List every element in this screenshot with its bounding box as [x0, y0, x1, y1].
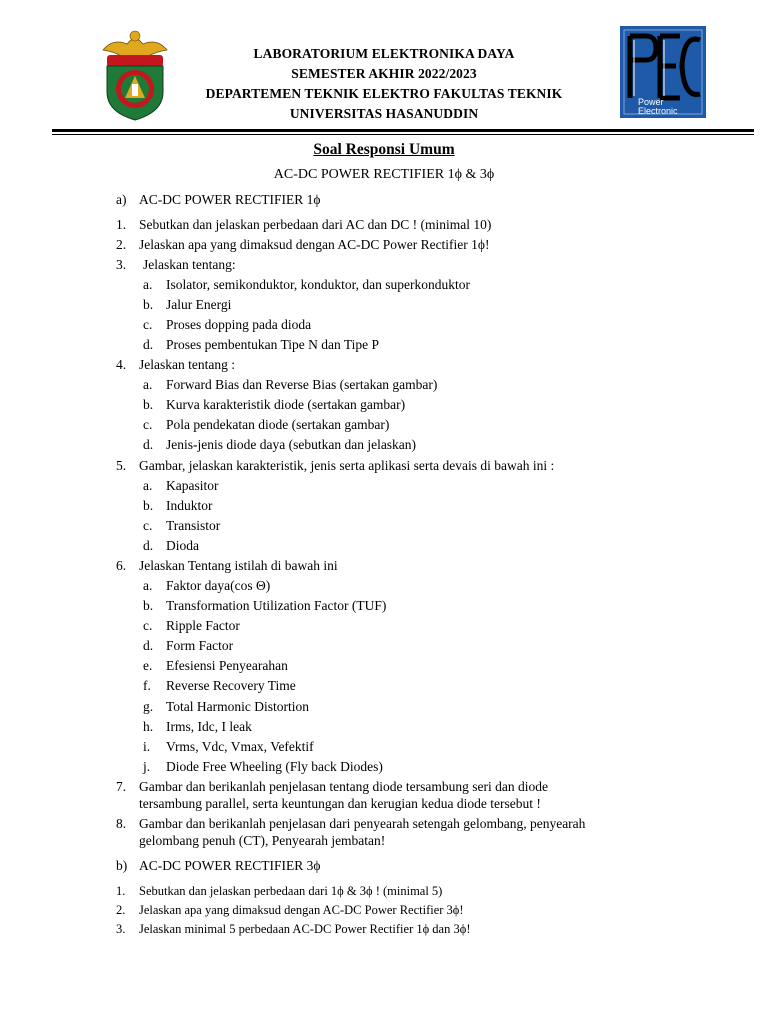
sub-item-text: Transistor: [166, 518, 221, 533]
question-number: 4.: [116, 357, 127, 372]
sub-item-marker: a.: [143, 578, 153, 593]
sub-item-marker: c.: [143, 317, 153, 332]
sub-item-marker: f.: [143, 678, 151, 693]
sub-item-text: Jenis-jenis diode daya (sebutkan dan jelaskan): [166, 437, 417, 452]
question-text: Jelaskan tentang :: [139, 357, 235, 372]
sub-item-text: Pola pendekatan diode (sertakan gambar): [166, 417, 390, 432]
header-divider-thin: [52, 134, 754, 135]
institution-header: [180, 44, 588, 124]
sub-item-marker: b.: [143, 397, 154, 412]
section-a-heading: AC-DC POWER RECTIFIER 1ϕ: [139, 192, 321, 207]
question-text: Gambar, jelaskan karakteristik, jenis serta aplikasi serta devais di bawah ini :: [139, 458, 555, 473]
sub-item-marker: g.: [143, 699, 154, 714]
header-line-department: DEPARTEMEN TEKNIK ELEKTRO FAKULTAS TEKNIK: [205, 86, 563, 101]
sub-item-marker: d.: [143, 337, 154, 352]
question-text-line1: Gambar dan berikanlah penjelasan tentang diode tersambung seri dan diode: [139, 779, 548, 794]
question-text: Jelaskan apa yang dimaksud dengan AC-DC Power Rectifier 1ϕ!: [139, 237, 490, 252]
sub-item-marker: c.: [143, 518, 153, 533]
question-number: 2.: [116, 237, 127, 252]
sub-item-text: Irms, Idc, I leak: [166, 719, 252, 734]
sub-item-text: Dioda: [166, 538, 199, 553]
power-electronic-logo: [620, 26, 706, 118]
sub-item-marker: i.: [143, 739, 151, 754]
sub-item-text: Proses pembentukan Tipe N dan Tipe P: [166, 337, 380, 352]
question-number: 1.: [116, 884, 126, 898]
logo-text-power: Power: [638, 97, 664, 107]
sub-item-text: Jalur Energi: [166, 297, 232, 312]
sub-item-text: Ripple Factor: [166, 618, 240, 633]
sub-item-text: Transformation Utilization Factor (TUF): [166, 598, 387, 613]
sub-item-marker: a.: [143, 478, 153, 493]
sub-item-marker: d.: [143, 538, 154, 553]
question-text-line2: gelombang penuh (CT), Penyearah jembatan!: [139, 833, 386, 848]
header-line-lab: LABORATORIUM ELEKTRONIKA DAYA: [253, 46, 515, 61]
header-line-university: UNIVERSITAS HASANUDDIN: [289, 106, 479, 121]
sub-item-marker: b.: [143, 297, 154, 312]
sub-item-text: Kapasitor: [166, 478, 219, 493]
sub-item-marker: c.: [143, 618, 153, 633]
question-text: Jelaskan minimal 5 perbedaan AC-DC Power Rectifier 1ϕ dan 3ϕ!: [139, 922, 471, 936]
header-line-semester: SEMESTER AKHIR 2022/2023: [291, 66, 477, 81]
question-number: 8.: [116, 816, 127, 831]
question-text: Jelaskan tentang:: [143, 257, 236, 272]
sub-item-marker: h.: [143, 719, 154, 734]
question-number: 7.: [116, 779, 127, 794]
sub-item-text: Kurva karakteristik diode (sertakan gambar): [166, 397, 406, 412]
sub-item-text: Vrms, Vdc, Vmax, Vefektif: [166, 739, 314, 754]
question-number: 3.: [116, 257, 127, 272]
document-title: Soal Responsi Umum: [313, 141, 455, 158]
sub-item-marker: a.: [143, 377, 153, 392]
sub-item-text: Induktor: [166, 498, 213, 513]
question-number: 3.: [116, 922, 126, 936]
sub-item-text: Faktor daya(cos Θ): [166, 578, 271, 593]
sub-item-text: Diode Free Wheeling (Fly back Diodes): [166, 759, 383, 774]
section-a-marker: a): [116, 192, 127, 207]
sub-item-marker: b.: [143, 598, 154, 613]
sub-item-marker: a.: [143, 277, 153, 292]
sub-item-text: Isolator, semikonduktor, konduktor, dan superkonduktor: [166, 277, 470, 292]
question-number: 1.: [116, 217, 127, 232]
header-divider-thick: [52, 129, 754, 132]
question-text: Jelaskan apa yang dimaksud dengan AC-DC Power Rectifier 3ϕ!: [139, 903, 464, 917]
sub-item-text: Forward Bias dan Reverse Bias (sertakan gambar): [166, 377, 438, 392]
question-text: Sebutkan dan jelaskan perbedaan dari AC dan DC ! (minimal 10): [139, 217, 492, 232]
logo-text-electronic: Electronic: [638, 106, 678, 116]
question-number: 5.: [116, 458, 127, 473]
sub-item-marker: j.: [143, 759, 151, 774]
sub-item-text: Efesiensi Penyearahan: [166, 658, 288, 673]
question-text-line1: Gambar dan berikanlah penjelasan dari penyearah setengah gelombang, penyearah: [139, 816, 586, 831]
sub-item-marker: e.: [143, 658, 153, 673]
university-crest-logo: [93, 26, 177, 122]
question-number: 2.: [116, 903, 126, 917]
document-subtitle: AC-DC POWER RECTIFIER 1ϕ & 3ϕ: [273, 167, 495, 182]
section-b-heading: AC-DC POWER RECTIFIER 3ϕ: [139, 858, 321, 873]
section-b-marker: b): [116, 858, 128, 873]
sub-item-text: Proses dopping pada dioda: [166, 317, 312, 332]
sub-item-marker: d.: [143, 638, 154, 653]
sub-item-text: Total Harmonic Distortion: [166, 699, 310, 714]
sub-item-marker: b.: [143, 498, 154, 513]
question-text: Jelaskan Tentang istilah di bawah ini: [139, 558, 338, 573]
question-text-line2: tersambung parallel, serta keuntungan dan kerugian kedua diode tersebut !: [139, 796, 541, 811]
question-text: Sebutkan dan jelaskan perbedaan dari 1ϕ & 3ϕ ! (minimal 5): [139, 884, 443, 898]
sub-item-marker: c.: [143, 417, 153, 432]
question-number: 6.: [116, 558, 127, 573]
sub-item-text: Form Factor: [166, 638, 234, 653]
sub-item-text: Reverse Recovery Time: [166, 678, 296, 693]
sub-item-marker: d.: [143, 437, 154, 452]
